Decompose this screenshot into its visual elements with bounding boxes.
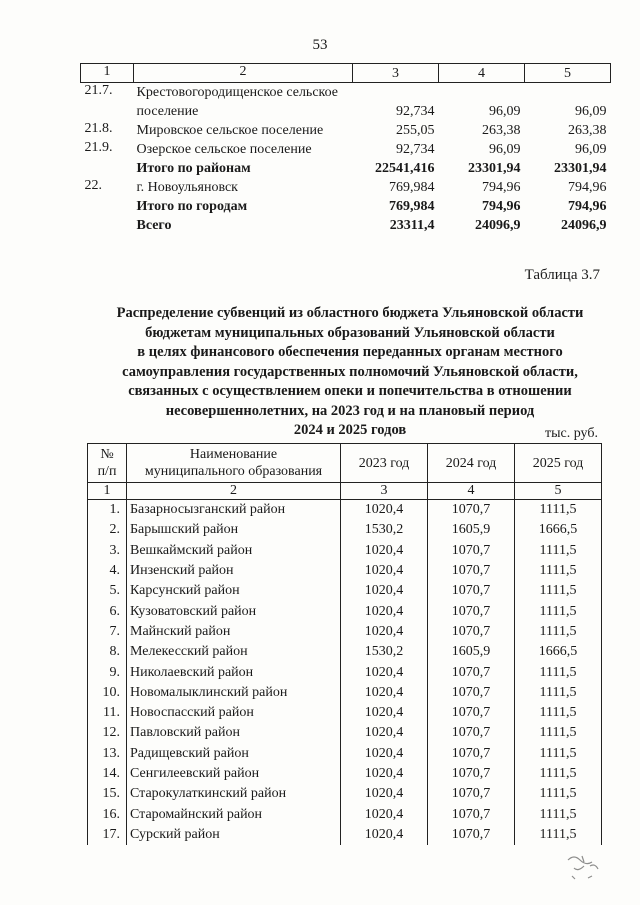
cell-name: Вешкаймский район [127,541,341,561]
cell-num: 16. [88,804,127,824]
cell-num: 17. [88,825,127,845]
cell-v2025: 1666,5 [515,520,602,540]
title-line: несовершеннолетних, на 2023 год и на плановый период [165,402,535,419]
cell-num: 14. [88,764,127,784]
cell-v2023: 1020,4 [341,500,428,521]
continuation-cell-name: Итого по городам [136,199,248,214]
table-row [88,744,602,764]
cell-name: Новомалыклинский район [127,683,341,703]
continuation-cell-v2: 23301,94 [468,161,521,176]
header-num [88,444,127,483]
continuation-row [81,178,611,197]
continuation-cell-v1: 769,984 [389,180,435,195]
cell-v2023: 1020,4 [341,703,428,723]
continuation-row [81,216,611,235]
cell-v2023: 1020,4 [341,683,428,703]
cell-v2024: 1070,7 [428,500,515,521]
cell-num: 6. [88,601,127,621]
continuation-cell-num: 22. [84,178,102,193]
cell-name: Сурский район [127,825,341,845]
cell-v2025: 1111,5 [515,744,602,764]
continuation-cell-v3: 794,96 [568,199,607,214]
continuation-cell-num [81,197,134,216]
continuation-cell-v3: 24096,9 [561,218,607,233]
col-number: 1 [88,483,127,500]
continuation-cell-v2: 24096,9 [475,218,521,233]
table-row [88,804,602,824]
cell-name: Мелекесский район [127,642,341,662]
title-line: 2024 и 2025 годов [293,422,407,438]
cell-num: 1. [88,500,127,521]
cell-v2023: 1020,4 [341,744,428,764]
continuation-cell-v1: 92,734 [396,104,435,119]
continuation-cell-v3: 23301,94 [554,161,607,176]
cell-v2025: 1111,5 [515,804,602,824]
table-row [88,541,602,561]
table-row [88,784,602,804]
header-num-line1: № [100,447,114,462]
continuation-cell-v2: 96,09 [489,104,521,119]
cell-v2023: 1020,4 [341,804,428,824]
cell-v2023: 1020,4 [341,581,428,601]
table-label: Таблица 3.7 [524,267,600,283]
cell-v2024: 1070,7 [428,764,515,784]
header-2023: 2023 год [341,444,428,483]
cell-v2024: 1070,7 [428,541,515,561]
subvention-table [87,443,602,845]
table-row [88,561,602,581]
cell-name: Новоспасский район [127,703,341,723]
cell-v2023: 1530,2 [341,642,428,662]
continuation-row [81,140,611,159]
cell-v2025: 1111,5 [515,683,602,703]
continuation-col-number: 1 [81,64,134,83]
cell-v2024: 1605,9 [428,642,515,662]
cell-v2023: 1020,4 [341,622,428,642]
continuation-cell-v1: 92,734 [396,142,435,157]
cell-v2025: 1111,5 [515,764,602,784]
header-row [88,444,602,483]
header-2024: 2024 год [428,444,515,483]
title-line: бюджетам муниципальных образований Ульяновской области [145,324,555,341]
title-line: в целях финансового обеспечения переданных органам местного [137,344,563,360]
continuation-col-number: 3 [353,64,439,83]
cell-name: Майнский район [127,622,341,642]
continuation-row [81,159,611,178]
continuation-cell-v1: 23311,4 [389,218,435,233]
continuation-cell-num [81,159,134,178]
cell-num: 9. [88,662,127,682]
continuation-cell-v1: 255,05 [396,123,435,138]
continuation-cell-name: Мировское сельское поселение [136,123,324,138]
cell-name: Карсунский район [127,581,341,601]
cell-name: Николаевский район [127,662,341,682]
cell-name: Инзенский район [127,561,341,581]
table-row [88,581,602,601]
cell-name: Старомайнский район [127,804,341,824]
cell-v2023: 1020,4 [341,601,428,621]
table-row [88,500,602,521]
cell-v2023: 1020,4 [341,541,428,561]
cell-num: 4. [88,561,127,581]
col-number: 4 [428,483,515,500]
title-line: самоуправления государственных полномочий Ульяновской области, [122,363,578,380]
continuation-cell-name: Крестовогородищенское сельское поселение [136,85,339,119]
cell-num: 5. [88,581,127,601]
continuation-cell-name: г. Новоульяновск [136,180,238,195]
continuation-col-number: 4 [439,64,525,83]
continuation-cell-v3: 96,09 [575,142,607,157]
cell-name: Старокулаткинский район [127,784,341,804]
cell-v2024: 1070,7 [428,581,515,601]
cell-v2024: 1070,7 [428,561,515,581]
title-line: связанных с осуществлением опеки и попечительства в отношении [128,383,572,399]
cell-num: 13. [88,744,127,764]
cell-num: 15. [88,784,127,804]
continuation-cell-v2: 794,96 [482,180,521,195]
header-num-line2: п/п [97,464,117,479]
cell-v2025: 1111,5 [515,662,602,682]
cell-v2024: 1070,7 [428,784,515,804]
table-row [88,520,602,540]
header-name-line1: Наименование [189,447,278,462]
cell-v2025: 1111,5 [515,581,602,601]
cell-name: Сенгилеевский район [127,764,341,784]
continuation-cell-num [81,216,134,235]
continuation-cell-v1: 22541,416 [375,161,435,176]
continuation-row [81,121,611,140]
continuation-row [81,197,611,216]
continuation-cell-name: Итого по районам [136,161,251,176]
table-row [88,662,602,682]
continuation-col-number: 5 [525,64,611,83]
col-number: 3 [341,483,428,500]
cell-num: 2. [88,520,127,540]
cell-v2024: 1070,7 [428,622,515,642]
column-number-row [88,483,602,500]
table-row [88,601,602,621]
cell-v2024: 1070,7 [428,662,515,682]
cell-v2025: 1111,5 [515,541,602,561]
cell-v2023: 1020,4 [341,723,428,743]
cell-name: Базарносызганский район [127,500,341,521]
cell-num: 12. [88,723,127,743]
cell-v2025: 1111,5 [515,622,602,642]
cell-v2025: 1111,5 [515,561,602,581]
cell-v2024: 1070,7 [428,683,515,703]
cell-v2024: 1070,7 [428,703,515,723]
cell-v2025: 1111,5 [515,601,602,621]
cell-v2024: 1070,7 [428,723,515,743]
continuation-cell-v2: 96,09 [489,142,521,157]
page-number: 53 [312,37,328,53]
cell-v2023: 1020,4 [341,825,428,845]
cell-v2025: 1111,5 [515,784,602,804]
continuation-col-number: 2 [134,64,353,83]
cell-v2025: 1666,5 [515,642,602,662]
cell-name: Радищевский район [127,744,341,764]
continuation-row [81,83,611,122]
continuation-table [80,63,611,235]
cell-v2023: 1020,4 [341,764,428,784]
col-number: 5 [515,483,602,500]
cell-v2024: 1070,7 [428,744,515,764]
cell-num: 8. [88,642,127,662]
continuation-cell-num: 21.9. [84,140,113,155]
table-row [88,723,602,743]
title-line: Распределение субвенций из областного бюджета Ульяновской области [116,305,584,321]
cell-v2024: 1070,7 [428,804,515,824]
cell-name: Барышский район [127,520,341,540]
cell-v2024: 1070,7 [428,825,515,845]
cell-v2024: 1070,7 [428,601,515,621]
continuation-cell-v2: 794,96 [482,199,521,214]
table-row [88,642,602,662]
cell-v2025: 1111,5 [515,703,602,723]
cell-name: Павловский район [127,723,341,743]
continuation-cell-num: 21.8. [84,121,113,136]
continuation-header-row [81,64,611,83]
continuation-cell-v3: 96,09 [575,104,607,119]
stamp-mark [560,848,610,888]
cell-v2025: 1111,5 [515,825,602,845]
table-row [88,825,602,845]
cell-v2025: 1111,5 [515,723,602,743]
col-number: 2 [127,483,341,500]
cell-v2023: 1020,4 [341,561,428,581]
header-name [127,444,341,483]
cell-num: 10. [88,683,127,703]
table-row [88,703,602,723]
header-name-line2: муниципального образования [144,464,323,479]
cell-name: Кузоватовский район [127,601,341,621]
table-row [88,622,602,642]
continuation-cell-v1: 769,984 [389,199,435,214]
cell-v2024: 1605,9 [428,520,515,540]
cell-v2023: 1020,4 [341,784,428,804]
table-title [90,304,610,441]
continuation-cell-v3: 263,38 [568,123,607,138]
continuation-cell-name: Всего [136,218,172,233]
units-label: тыс. руб. [545,426,598,441]
cell-v2023: 1020,4 [341,662,428,682]
table-row [88,683,602,703]
header-2025: 2025 год [515,444,602,483]
cell-num: 3. [88,541,127,561]
continuation-cell-name: Озерское сельское поселение [136,142,312,157]
table-row [88,764,602,784]
continuation-cell-num: 21.7. [84,83,113,98]
cell-num: 11. [88,703,127,723]
continuation-cell-v3: 794,96 [568,180,607,195]
cell-num: 7. [88,622,127,642]
cell-v2023: 1530,2 [341,520,428,540]
cell-v2025: 1111,5 [515,500,602,521]
continuation-cell-v2: 263,38 [482,123,521,138]
